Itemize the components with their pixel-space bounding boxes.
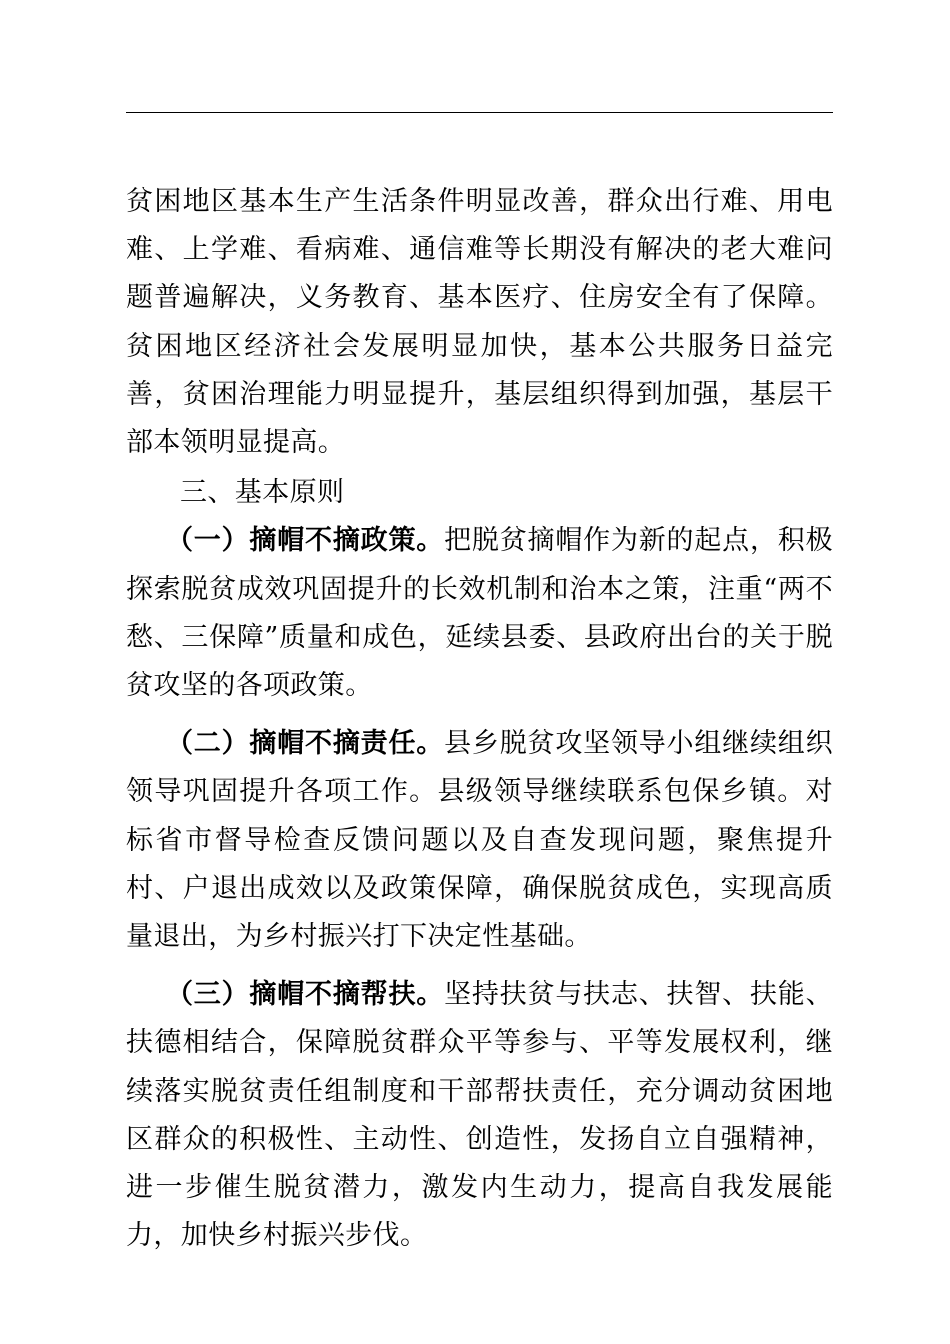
section-heading: 三、基本原则 bbox=[180, 477, 345, 509]
principle-paragraph-1 bbox=[126, 517, 833, 710]
principle-title-2: （二）摘帽不摘责任。 bbox=[166, 728, 445, 760]
principle-paragraph-3 bbox=[126, 971, 833, 1260]
principle-body-2: 县乡脱贫攻坚领导小组继续组织领导巩固提升各项工作。县级领导继续联系包保乡镇。对标省市督导检查反馈问题以及自查发现问题，聚焦提升村、户退出成效以及政策保障，确保脱贫成色，实现高质量退出，为乡村振兴打下决定性基础。 bbox=[126, 728, 834, 953]
intro-paragraph: 贫困地区基本生产生活条件明显改善，群众出行难、用电难、上学难、看病难、通信难等长期没有解决的老大难问题普遍解决，义务教育、基本医疗、住房安全有了保障。贫困地区经济社会发展明显加快，基本公共服务日益完善，贫困治理能力明显提升，基层组织得到加强，基层干部本领明显提高。 bbox=[126, 186, 833, 459]
principle-title-3: （三）摘帽不摘帮扶。 bbox=[166, 979, 445, 1011]
principle-title-1: （一）摘帽不摘政策。 bbox=[166, 525, 445, 557]
document-body bbox=[126, 178, 833, 1260]
principle-body-1: 把脱贫摘帽作为新的起点，积极探索脱贫成效巩固提升的长效机制和治本之策，注重“两不愁、三保障”质量和成色，延续县委、县政府出台的关于脱贫攻坚的各项政策。 bbox=[126, 525, 834, 702]
principle-paragraph-2 bbox=[126, 720, 833, 961]
header-rule bbox=[126, 112, 833, 113]
principle-body-3: 坚持扶贫与扶志、扶智、扶能、扶德相结合，保障脱贫群众平等参与、平等发展权利，继续落实脱贫责任组制度和干部帮扶责任，充分调动贫困地区群众的积极性、主动性、创造性，发扬自立自强精神，进一步催生脱贫潜力，激发内生动力，提高自我发展能力，加快乡村振兴步伐。 bbox=[126, 979, 834, 1252]
